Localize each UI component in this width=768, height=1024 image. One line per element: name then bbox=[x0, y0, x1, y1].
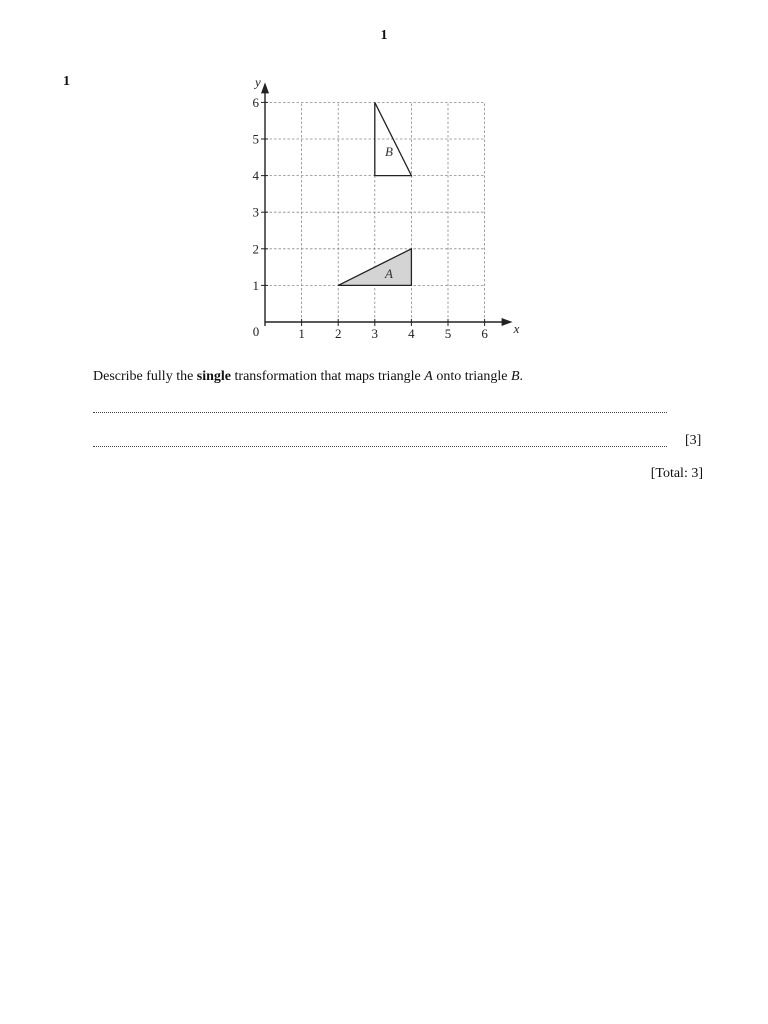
answer-line-2[interactable] bbox=[93, 446, 667, 447]
prompt-text-3: onto triangle bbox=[432, 369, 511, 384]
x-tick-label: 4 bbox=[408, 326, 415, 341]
triangle-a-name: A bbox=[424, 369, 433, 384]
answer-line-1[interactable] bbox=[93, 412, 667, 413]
origin-label: 0 bbox=[252, 324, 260, 339]
y-tick-label: 3 bbox=[252, 204, 259, 220]
page-number: 1 bbox=[380, 28, 388, 43]
x-tick-label: 3 bbox=[371, 326, 379, 341]
total-marks: [Total: 3] bbox=[650, 466, 703, 481]
coordinate-grid-svg bbox=[238, 74, 530, 350]
triangle-b-label: B bbox=[385, 144, 393, 160]
x-tick-label: 1 bbox=[298, 326, 305, 341]
x-axis-arrow-icon bbox=[502, 318, 513, 326]
x-tick-label: 6 bbox=[481, 326, 488, 341]
triangle-a-label: A bbox=[385, 266, 393, 282]
coordinate-grid-figure bbox=[238, 74, 530, 350]
triangle-b-name: B bbox=[510, 369, 520, 384]
x-tick-label: 5 bbox=[444, 326, 452, 341]
x-tick-label: 2 bbox=[334, 326, 342, 341]
y-tick-label: 6 bbox=[252, 94, 259, 110]
prompt-text-2: transformation that maps triangle bbox=[231, 369, 425, 384]
y-tick-label: 1 bbox=[252, 277, 259, 293]
prompt-text-1: Describe fully the bbox=[93, 369, 197, 384]
x-axis-label: x bbox=[513, 321, 520, 336]
axes bbox=[261, 82, 513, 326]
question-prompt bbox=[93, 369, 523, 385]
question-number: 1 bbox=[63, 74, 70, 89]
y-tick-label: 5 bbox=[252, 131, 259, 147]
marks-label: [3] bbox=[685, 433, 702, 448]
prompt-emphasis: single bbox=[196, 369, 232, 384]
y-axis-arrow-icon bbox=[261, 82, 269, 93]
axis-labels bbox=[253, 74, 520, 341]
y-axis-label: y bbox=[255, 74, 261, 90]
y-tick-label: 4 bbox=[252, 168, 259, 184]
y-tick-label: 2 bbox=[252, 241, 259, 257]
prompt-text-4: . bbox=[519, 369, 524, 384]
